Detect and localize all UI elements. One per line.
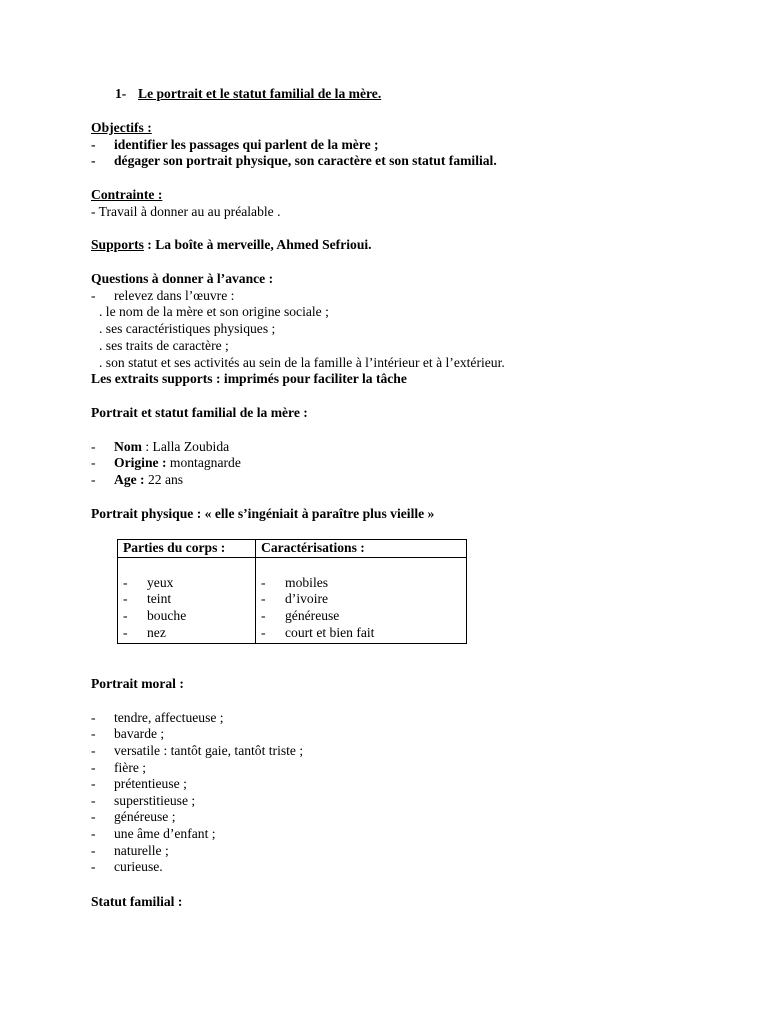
moral-item: - bavarde ; [91, 726, 165, 741]
moral-item: - naturelle ; [91, 843, 169, 858]
supports-text: : La boîte à merveille, Ahmed Sefrioui. [143, 237, 372, 252]
extraits-line: Les extraits supports : imprimés pour faciliter la tâche [91, 371, 407, 386]
objectif-item: - identifier les passages qui parlent de la mère ; [91, 137, 379, 152]
list-item: - d’ivoire [261, 591, 329, 607]
questions-label: Questions à donner à l’avance : [91, 271, 274, 286]
heading-title: Le portrait et le statut familial de la mère. [138, 86, 382, 101]
moral-item: - tendre, affectueuse ; [91, 710, 224, 725]
contrainte-label: Contrainte : [91, 187, 163, 202]
table-header: Parties du corps : [118, 540, 256, 558]
list-item: - généreuse [261, 608, 340, 624]
portrait-table [117, 539, 467, 644]
questions-intro: - relevez dans l’œuvre : [91, 288, 235, 303]
list-item: - bouche [123, 608, 187, 624]
supports-line [91, 237, 372, 254]
objectif-item: - dégager son portrait physique, son caractère et son statut familial. [91, 153, 497, 168]
question-item: . ses caractéristiques physiques ; [99, 321, 276, 336]
question-item: . ses traits de caractère ; [99, 338, 229, 353]
portrait-moral-label: Portrait moral : [91, 676, 184, 691]
contrainte-text: - Travail à donner au au préalable . [91, 204, 281, 219]
table-row [118, 557, 467, 643]
traits-list [261, 558, 466, 643]
parts-list [123, 558, 255, 643]
list-item: - yeux [123, 574, 174, 590]
list-item: - court et bien fait [261, 624, 375, 640]
list-item: - teint [123, 591, 172, 607]
objectifs-label: Objectifs : [91, 120, 152, 135]
moral-item: - une âme d’enfant ; [91, 826, 216, 841]
supports-label: Supports [91, 237, 144, 252]
table-header: Caractérisations : [256, 540, 467, 558]
field-age: - Age : 22 ans [91, 472, 184, 487]
moral-item: - prétentieuse ; [91, 776, 187, 791]
moral-item: - généreuse ; [91, 809, 176, 824]
field-nom: - Nom : Lalla Zoubida [91, 439, 230, 454]
section-heading [115, 86, 381, 103]
field-origine: - Origine : montagnarde [91, 455, 241, 470]
heading-number: 1- [115, 86, 127, 101]
list-item: - mobiles [261, 574, 329, 590]
moral-item: - fière ; [91, 760, 147, 775]
statut-familial-label: Statut familial : [91, 894, 183, 909]
table-header-row [118, 540, 467, 558]
moral-item: - versatile : tantôt gaie, tantôt triste ; [91, 743, 304, 758]
question-item: . le nom de la mère et son origine sociale ; [99, 304, 329, 319]
moral-item: - curieuse. [91, 859, 163, 874]
portrait-statut-label: Portrait et statut familial de la mère : [91, 405, 308, 420]
list-item: - nez [123, 624, 166, 640]
moral-item: - superstitieuse ; [91, 793, 196, 808]
question-item: . son statut et ses activités au sein de la famille à l’intérieur et à l’extérieur. [99, 355, 505, 370]
portrait-physique-label: Portrait physique : « elle s’ingéniait à paraître plus vieille » [91, 506, 435, 521]
